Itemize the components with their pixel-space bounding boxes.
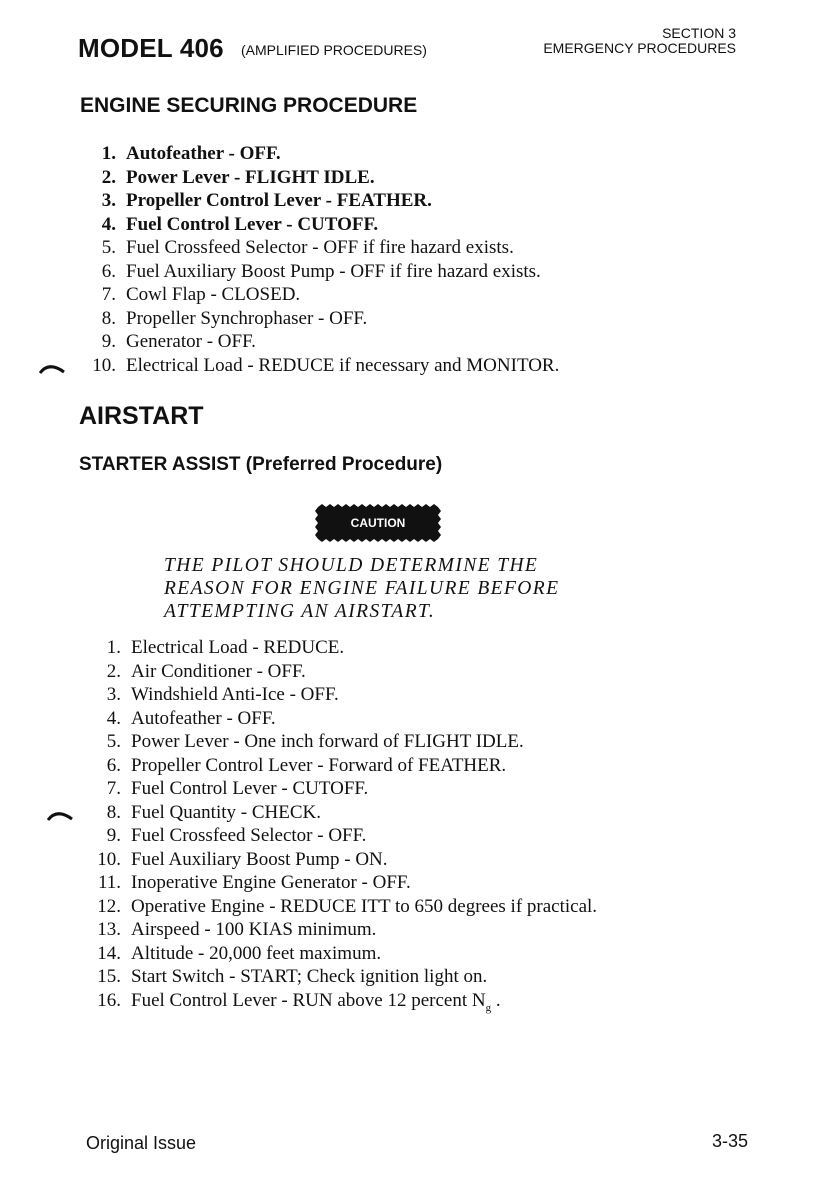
list-item [106, 824, 597, 848]
item-number: 3. [106, 684, 121, 705]
list-item [101, 142, 559, 166]
list-item [97, 989, 597, 1014]
item-text: Power Lever - FLIGHT IDLE. [126, 166, 375, 188]
item-number: 6. [101, 260, 116, 282]
item-number: 1. [101, 143, 116, 164]
item-number: 14. [97, 942, 121, 964]
engine-securing-list [92, 142, 560, 377]
list-item [101, 330, 559, 354]
page-number: 3-35 [711, 1131, 748, 1151]
list-item [106, 801, 597, 825]
item-number: 13. [97, 919, 121, 940]
item-number: 16. [97, 989, 121, 1011]
item-text: Autofeather - OFF. [131, 707, 276, 729]
item-number: 4. [106, 707, 121, 729]
item-number: 1. [106, 637, 121, 658]
caution-line: ATTEMPTING AN AIRSTART. [164, 601, 436, 622]
list-item [101, 166, 559, 190]
item-number: 3. [101, 190, 116, 211]
list-item [101, 260, 559, 284]
item-number: 9. [106, 825, 121, 846]
item-number: 2. [101, 166, 116, 188]
item-text: Fuel Control Lever - RUN above 12 percent N [131, 989, 486, 1011]
item-text: Autofeather - OFF. [126, 143, 281, 164]
list-item [101, 189, 559, 213]
airstart-heading: AIRSTART [79, 402, 204, 430]
item-text: Fuel Crossfeed Selector - OFF if fire hazard exists. [126, 237, 514, 258]
list-item [106, 777, 597, 801]
list-item [97, 942, 597, 966]
section-number: SECTION 3 [662, 25, 736, 41]
list-item [97, 871, 597, 895]
item-number: 10. [92, 354, 116, 376]
item-text: Propeller Control Lever - FEATHER. [126, 190, 432, 211]
item-text: Electrical Load - REDUCE. [131, 637, 345, 658]
list-item [97, 918, 597, 942]
item-text: Start Switch - START; Check ignition light on. [131, 966, 488, 987]
item-text: Operative Engine - REDUCE ITT to 650 degrees if practical. [131, 895, 598, 917]
caution-text [164, 554, 559, 623]
model-title: MODEL 406 [78, 33, 224, 63]
caution-badge [315, 504, 441, 542]
section-title: EMERGENCY PROCEDURES [543, 40, 736, 56]
item-text: Fuel Crossfeed Selector - OFF. [131, 825, 367, 846]
item-number: 9. [101, 331, 116, 352]
item-text: Generator - OFF. [126, 331, 256, 352]
caution-label: CAUTION [350, 516, 406, 530]
caution-line: THE PILOT SHOULD DETERMINE THE [164, 555, 539, 576]
item-text: Airspeed - 100 KIAS minimum. [131, 919, 377, 940]
list-item [92, 354, 560, 378]
item-text: Fuel Quantity - CHECK. [131, 801, 321, 823]
item-number: 5. [106, 731, 121, 752]
engine-securing-heading: ENGINE SECURING PROCEDURE [80, 94, 418, 117]
list-item [101, 236, 559, 260]
item-number: 15. [97, 966, 121, 987]
list-item [106, 683, 597, 707]
list-item [97, 895, 598, 919]
item-text: Fuel Auxiliary Boost Pump - OFF if fire hazard exists. [126, 260, 541, 282]
starter-assist-list [97, 636, 598, 1014]
item-suffix: . [491, 989, 501, 1011]
item-number: 12. [97, 895, 121, 917]
item-text: Propeller Synchrophaser - OFF. [126, 307, 368, 329]
item-text: Power Lever - One inch forward of FLIGHT IDLE. [131, 731, 524, 752]
list-item [97, 848, 597, 872]
footer-issue: Original Issue [86, 1133, 197, 1153]
item-number: 8. [101, 307, 116, 329]
list-item [106, 754, 597, 778]
item-text: Cowl Flap - CLOSED. [126, 284, 301, 305]
list-item [101, 307, 559, 331]
list-item [106, 707, 597, 731]
list-item [101, 283, 559, 307]
item-number: 5. [101, 237, 116, 258]
item-number: 2. [106, 660, 121, 682]
item-number: 7. [101, 284, 116, 305]
revision-mark-icon [47, 810, 73, 822]
revision-mark-icon [39, 363, 65, 375]
list-item [101, 213, 559, 237]
item-text: Fuel Control Lever - CUTOFF. [131, 778, 369, 799]
list-item [106, 636, 597, 660]
item-text: Altitude - 20,000 feet maximum. [131, 942, 382, 964]
item-number: 6. [106, 754, 121, 776]
procedures-subtitle: (AMPLIFIED PROCEDURES) [241, 42, 427, 58]
item-text: Inoperative Engine Generator - OFF. [131, 872, 411, 893]
list-item [97, 965, 597, 989]
item-text: Air Conditioner - OFF. [131, 660, 306, 682]
item-text: Electrical Load - REDUCE if necessary and MONITOR. [126, 354, 560, 376]
item-text: Fuel Auxiliary Boost Pump - ON. [131, 848, 388, 870]
caution-line: REASON FOR ENGINE FAILURE BEFORE [164, 578, 560, 599]
item-number: 10. [97, 848, 121, 870]
item-text: Fuel Control Lever - CUTOFF. [126, 213, 379, 235]
item-text: Windshield Anti-Ice - OFF. [131, 684, 339, 705]
item-subscript: g [485, 1001, 492, 1014]
starter-assist-heading: STARTER ASSIST (Preferred Procedure) [79, 454, 443, 475]
item-text: Propeller Control Lever - Forward of FEATHER. [131, 754, 507, 776]
item-number: 7. [106, 778, 121, 799]
section-header [543, 26, 736, 56]
list-item [106, 730, 597, 754]
item-number: 11. [97, 872, 121, 893]
list-item [106, 660, 597, 684]
item-number: 8. [106, 801, 121, 823]
item-number: 4. [101, 213, 116, 235]
